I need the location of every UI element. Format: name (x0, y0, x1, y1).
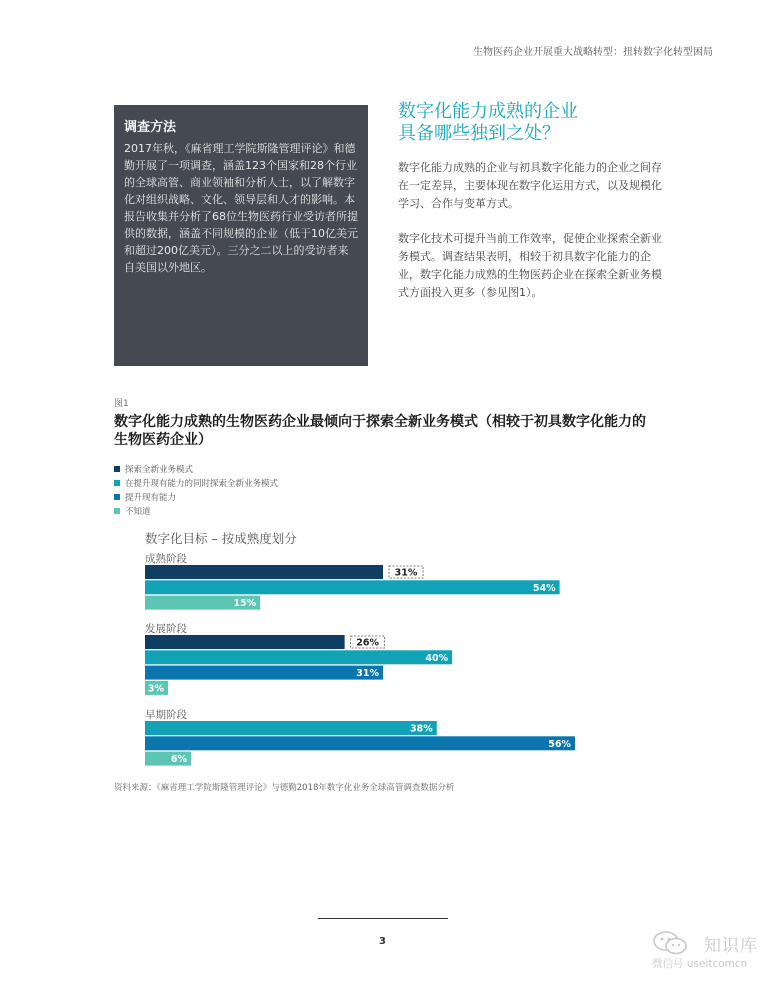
watermark-name: 知识库 (704, 936, 758, 956)
value-label: 31% (394, 567, 418, 579)
section-paragraph-2: 数字化技术可提升当前工作效率，促使企业探索全新业务模式。调查结果表明，相较于初具数字化能力的企业，数字化能力成熟的生物医药企业在探索全新业务模式方面投入更多（参见图1）。 (398, 232, 662, 299)
source-note: 资料来源：《麻省理工学院斯隆管理评论》与德勤2018年数字化业务全球高管调查数据分析 (114, 783, 455, 793)
bar (145, 650, 452, 664)
value-label: 3% (147, 683, 165, 695)
bar (145, 666, 383, 680)
value-label: 31% (356, 668, 380, 680)
legend-label: 探索全新业务模式 (125, 465, 194, 475)
method-body: 2017年秋，《麻省理工学院斯隆管理评论》和德勤开展了一项调查，涵盖123个国家和28个行业的全球高管、商业领袖和分析人士，以了解数字化对组织战略、文化、领导层和人才的影响。本报告收集并分析了68位生物医药行业受访者所提供的数据，涵盖不同规模的企业（低于10亿美元和超过200亿美元）。三分之二以上的受访者来自美国以外地区。 (124, 142, 358, 274)
bar (145, 580, 560, 594)
value-label: 54% (532, 582, 556, 594)
value-label: 38% (410, 723, 433, 735)
bar (145, 635, 345, 649)
footer-divider (318, 918, 448, 919)
value-label: 15% (233, 598, 257, 610)
wechat-icon (652, 930, 688, 956)
page-number: 3 (379, 936, 386, 947)
figure-label: 图1 (114, 399, 129, 409)
category-label: 早期阶段 (145, 709, 187, 721)
bar (145, 736, 575, 750)
bar (145, 565, 383, 579)
legend-label: 在提升现有能力的同时探索全新业务模式 (125, 479, 279, 489)
legend-label: 提升现有能力 (125, 493, 177, 503)
value-label: 6% (170, 754, 188, 766)
bar (145, 721, 437, 735)
value-label: 40% (425, 652, 449, 664)
method-title: 调查方法 (124, 120, 177, 135)
watermark-subtitle: 微信号 useitcomcn (652, 958, 748, 970)
chart-title: 数字化目标 – 按成熟度划分 (145, 531, 297, 546)
section-paragraph-1: 数字化能力成熟的企业与初具数字化能力的企业之间存在一定差异，主要体现在数字化运用方式，以及规模化学习、合作与变革方式。 (398, 161, 662, 210)
section-title-line1: 数字化能力成熟的企业 (398, 101, 578, 122)
value-label: 56% (548, 738, 571, 750)
category-label: 成熟阶段 (145, 553, 187, 565)
watermark (648, 930, 758, 970)
value-label: 26% (356, 637, 380, 649)
legend-label: 不知道 (125, 507, 151, 517)
running-header: 生物医药企业开展重大战略转型：扭转数字化转型困局 (473, 47, 713, 58)
category-label: 发展阶段 (145, 623, 187, 635)
figure-title: 数字化能力成熟的生物医药企业最倾向于探索全新业务模式（相较于初具数字化能力的生物医药企业） (114, 414, 646, 448)
section-title-line2: 具备哪些独到之处？ (398, 123, 560, 144)
